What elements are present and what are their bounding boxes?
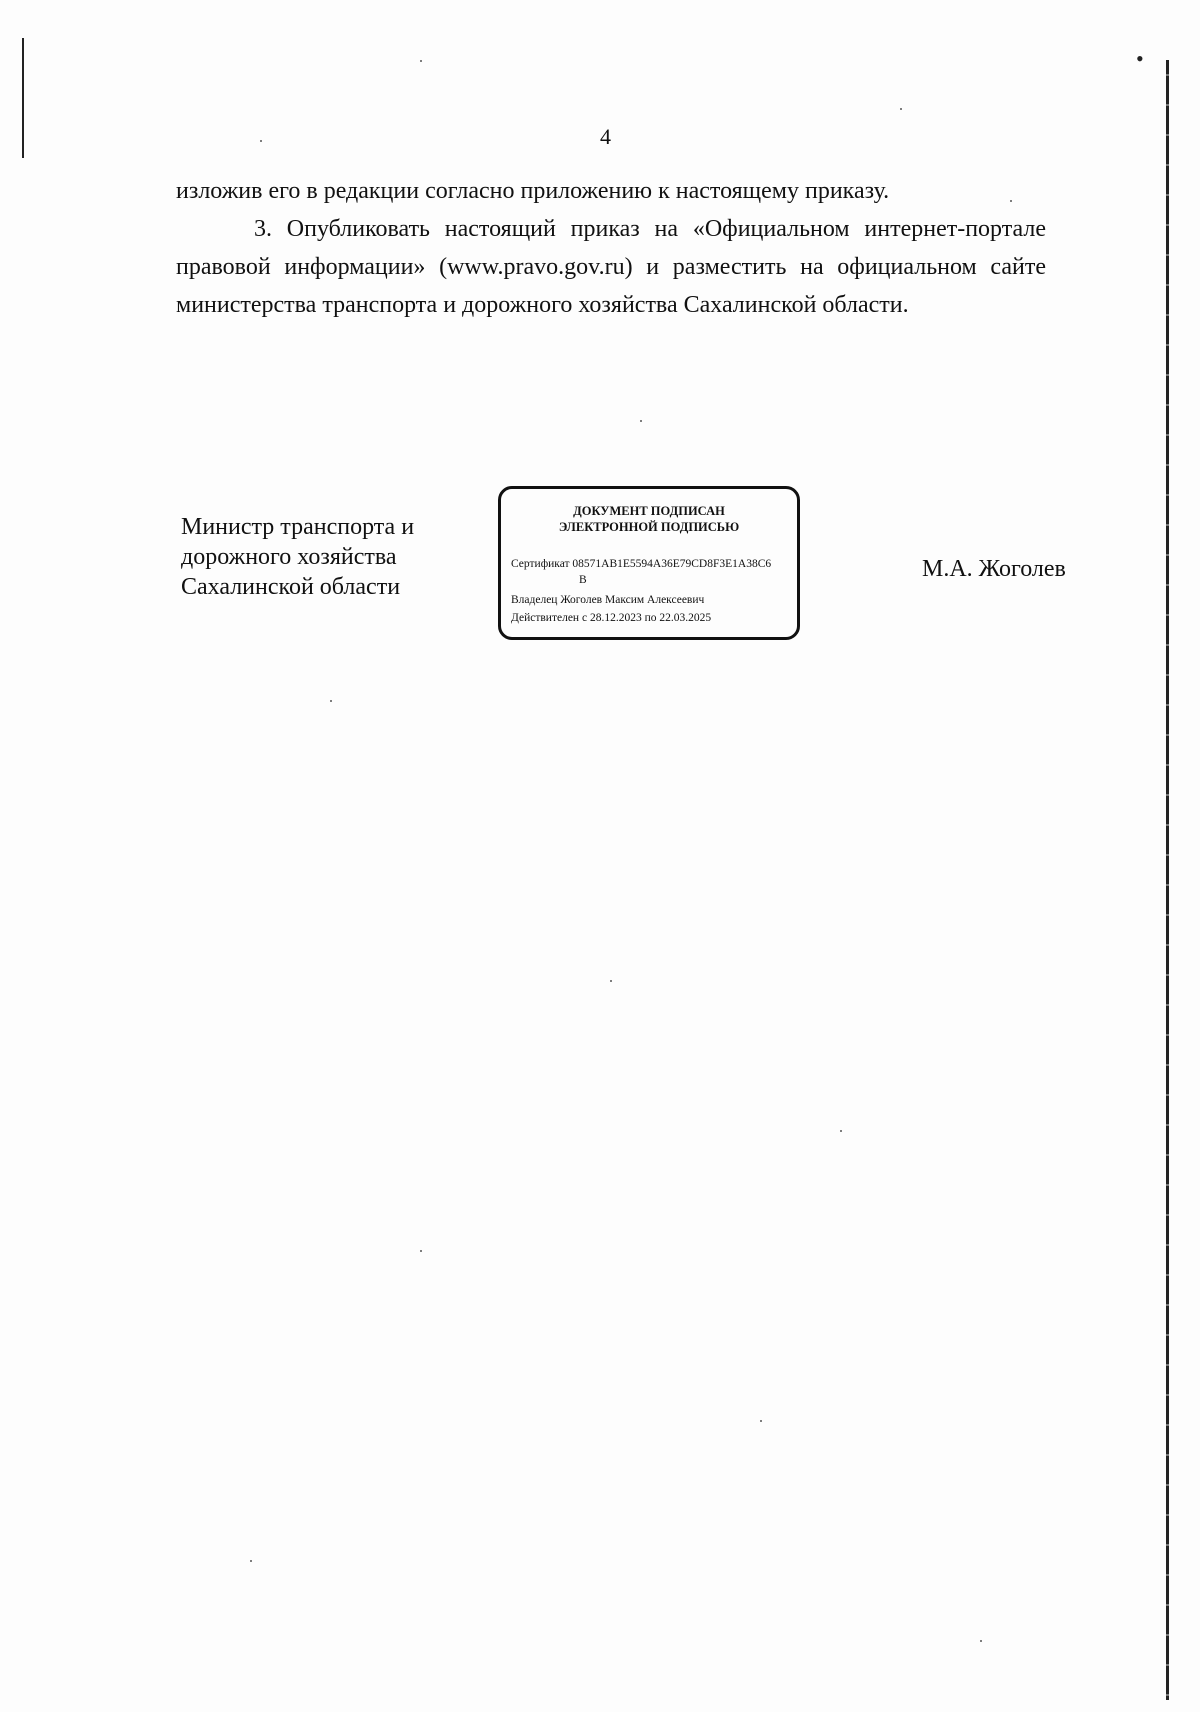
scan-speck	[250, 1560, 252, 1562]
scan-speck	[840, 1130, 842, 1132]
stamp-certificate: Сертификат 08571AB1E5594A36E79CD8F3E1A38C6	[511, 558, 772, 570]
signer-position-line: дорожного хозяйства	[181, 544, 397, 570]
signer-position-line: Сахалинской области	[181, 574, 401, 600]
page-number: 4	[600, 124, 611, 149]
signer-name: М.А. Жоголев	[922, 556, 1066, 582]
scan-edge-left	[22, 38, 24, 158]
scan-speck	[330, 700, 332, 702]
signer-position-line: Министр транспорта и	[181, 514, 415, 540]
scan-edge-right	[1166, 60, 1169, 1700]
stamp-validity: Действителен с 28.12.2023 по 22.03.2025	[511, 612, 712, 624]
scan-speck	[760, 1420, 762, 1422]
stamp-heading-line: ДОКУМЕНТ ПОДПИСАН	[573, 504, 725, 518]
stamp-heading-line: ЭЛЕКТРОННОЙ ПОДПИСЬЮ	[558, 520, 740, 534]
stamp-certificate-continuation: B	[579, 574, 587, 586]
paragraph-item-3: 3. Опубликовать настоящий приказ на «Официальном интернет-портале правовой информации» (www.pravo.gov.ru) и разместить на официальном сайте министерства транспорта и дорожного хозяйства Сахалинской области.	[176, 216, 1046, 318]
body-text	[176, 172, 1046, 324]
stamp-owner: Владелец Жоголев Максим Алексеевич	[511, 594, 705, 606]
scan-speck	[420, 1250, 422, 1252]
scan-speck	[420, 60, 422, 62]
stamp-heading	[501, 503, 797, 535]
scan-speck	[1010, 200, 1012, 202]
electronic-signature-stamp	[498, 486, 800, 640]
scan-speck	[610, 980, 612, 982]
signer-position	[181, 512, 451, 602]
scan-speck	[260, 140, 262, 142]
scan-speck	[980, 1640, 982, 1642]
paragraph-continuation: изложив его в редакции согласно приложению к настоящему приказу.	[176, 178, 890, 204]
scan-corner-mark: •	[1136, 46, 1144, 71]
scan-speck	[640, 420, 642, 422]
scan-speck	[900, 108, 902, 110]
